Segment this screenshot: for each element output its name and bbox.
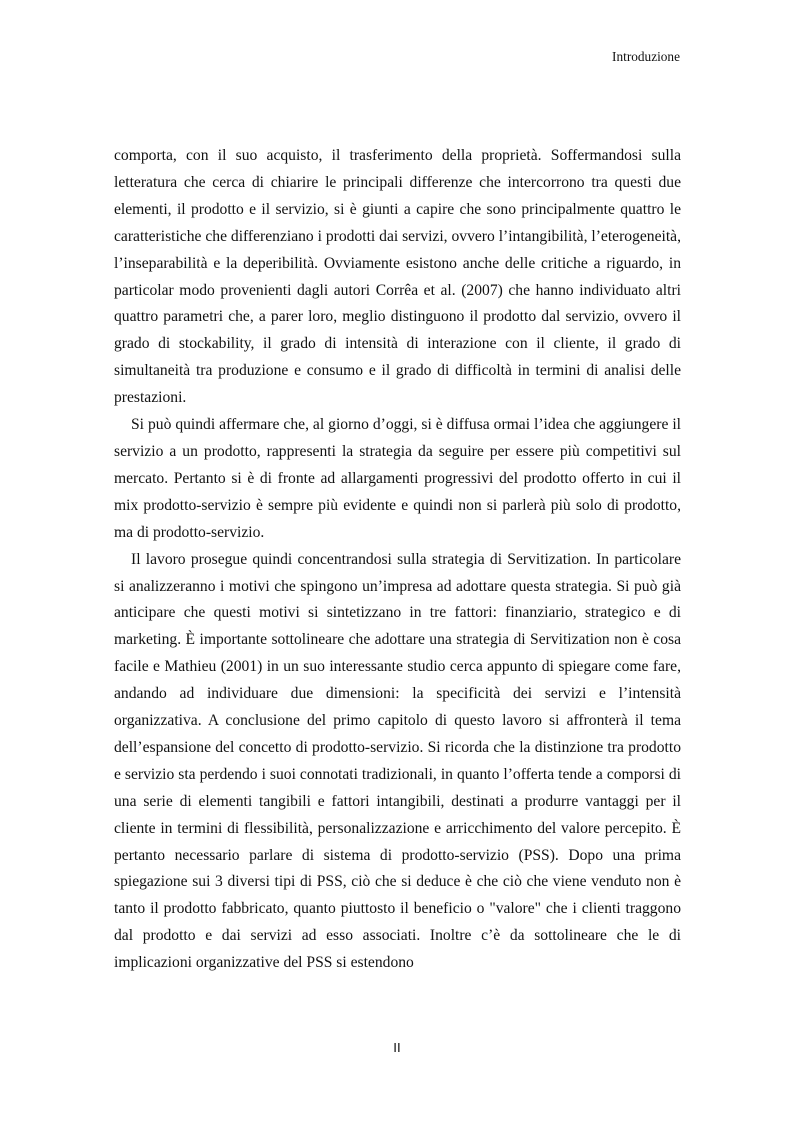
paragraph: comporta, con il suo acquisto, il trasferimento della proprietà. Soffermandosi sulla letteratura che cerca di chiarire le principali differenze che intercorrono tra questi due elementi, il prodotto e il servizio, si è giunti a capire che sono principalmente quattro le caratteristiche che differenziano i prodotti dai servizi, ovvero l’intangibilità, l’eterogeneità, l’inseparabilità e la deperibilità. Ovviamente esistono anche delle critiche a riguardo, in particolar modo provenienti dagli autori Corrêa et al. (2007) che hanno individuato altri quattro parametri che, a parer loro, meglio distinguono il prodotto dal servizio, ovvero il grado di stockability, il grado di intensità di interazione con il cliente, il grado di simultaneità tra produzione e consumo e il grado di difficoltà in termini di analisi delle prestazioni. xyxy=(114,147,681,407)
running-header: Introduzione xyxy=(612,49,680,64)
paragraph: Il lavoro prosegue quindi concentrandosi sulla strategia di Servitization. In particolare si analizzeranno i motivi che spingono un’impresa ad adottare questa strategia. Si può già anticipare che questi motivi si sintetizzano in tre fattori: finanziario, strategico e di marketing. È importante sottolineare che adottare una strategia di Servitization non è cosa facile e Mathieu (2001) in un suo interessante studio cerca appunto di spiegare come fare, andando ad individuare due dimensioni: la specificità dei servizi e l’intensità organizzativa. A conclusione del primo capitolo di questo lavoro si affronterà il tema dell’espansione del concetto di prodotto-servizio. Si ricorda che la distinzione tra prodotto e servizio sta perdendo i suoi connotati tradizionali, in quanto l’offerta tende a comporsi di una serie di elementi tangibili e fattori intangibili, destinati a produrre vantaggi per il cliente in termini di flessibilità, personalizzazione e arricchimento del valore percepito. È pertanto necessario parlare di sistema di prodotto-servizio (PSS). Dopo una prima spiegazione sui 3 diversi tipi di PSS, ciò che si deduce è che ciò che viene venduto non è tanto il prodotto fabbricato, quanto piuttosto il beneficio o "valore" che i clienti traggono dal prodotto e dai servizi ad esso associati. Inoltre c’è da sottolineare che le di implicazioni organizzative del PSS si estendono xyxy=(114,550,681,972)
paragraph: Si può quindi affermare che, al giorno d’oggi, si è diffusa ormai l’idea che aggiungere il servizio a un prodotto, rappresenti la strategia da seguire per essere più competitivi sul mercato. Pertanto si è di fronte ad allargamenti progressivi del prodotto offerto in cui il mix prodotto-servizio è sempre più evidente e quindi non si parlerà più solo di prodotto, ma di prodotto-servizio. xyxy=(114,416,681,541)
body-text xyxy=(114,143,681,977)
page-number: II xyxy=(393,1040,401,1055)
